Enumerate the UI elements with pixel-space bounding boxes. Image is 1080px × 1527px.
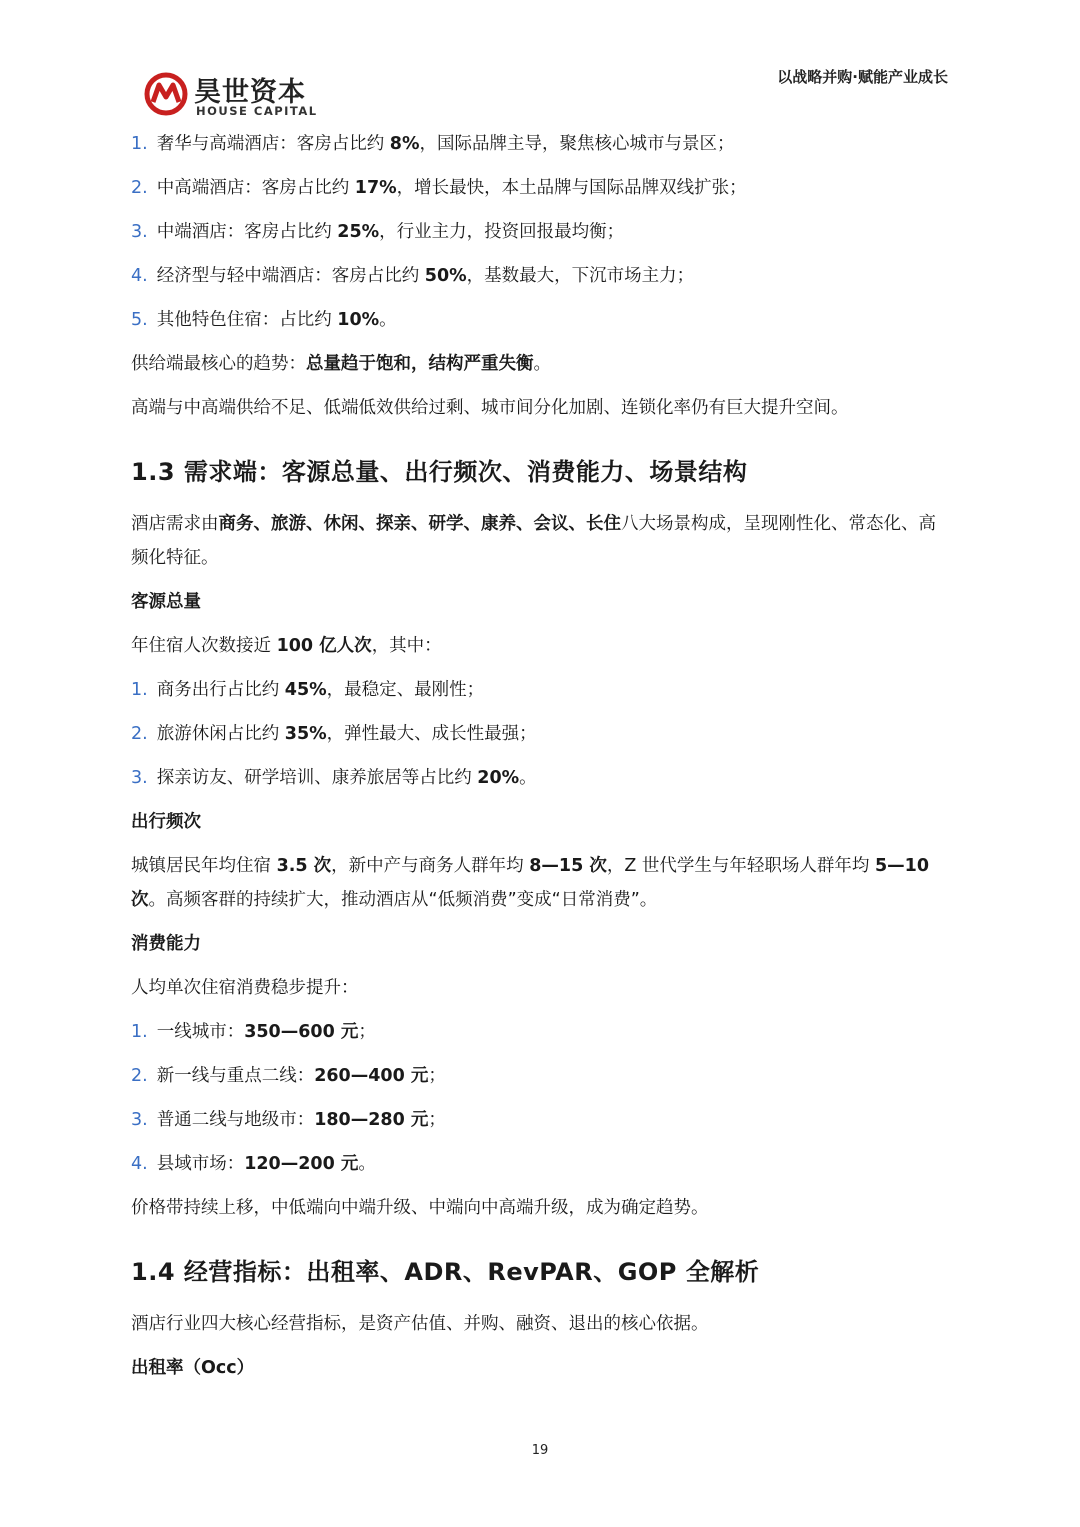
guest-total-list [131, 668, 951, 800]
list-text: ； [428, 1066, 446, 1086]
list-text: ； [428, 1110, 446, 1130]
list-number: 2. [131, 1066, 148, 1086]
list-text: ，弹性最大、成长性最强； [326, 724, 537, 744]
list-text: 探亲访友、研学培训、康养旅居等占比约 [156, 768, 478, 788]
list-number: 2. [131, 178, 148, 198]
list-item [131, 122, 951, 166]
paragraph-bold: 商务、旅游、休闲、探亲、研学、康养、会议、长住 [218, 514, 621, 534]
paragraph-bold: 总量趋于饱和，结构严重失衡 [306, 354, 534, 374]
page-content [131, 122, 951, 1390]
paragraph-text: 年住宿人次数接近 [131, 636, 277, 656]
paragraph-text: 供给端最核心的趋势： [131, 354, 306, 374]
list-bold: 20% [477, 768, 520, 788]
logo-english-name: HOUSE CAPITAL [196, 104, 318, 118]
list-text: ，国际品牌主导，聚焦核心城市与景区； [419, 134, 735, 154]
list-bold: 45% [284, 680, 327, 700]
section-1-4-heading: 1.4 经营指标：出租率、ADR、RevPAR、GOP 全解析 [131, 1258, 760, 1286]
list-item [131, 1142, 951, 1186]
list-number: 4. [131, 1154, 148, 1174]
list-text: 中高端酒店：客房占比约 [156, 178, 355, 198]
spending-power-heading: 消费能力 [131, 934, 201, 954]
house-capital-logo-icon [144, 72, 188, 116]
list-number: 1. [131, 680, 148, 700]
paragraph-text: 。 [533, 354, 551, 374]
list-text: 商务出行占比约 [156, 680, 285, 700]
list-text: 中端酒店：客房占比约 [156, 222, 338, 242]
list-bold: 35% [284, 724, 327, 744]
paragraph-bold: 100 亿人次 [276, 636, 372, 656]
spending-list [131, 1010, 951, 1186]
company-logo [144, 70, 318, 120]
list-text: 旅游休闲占比约 [156, 724, 285, 744]
paragraph-text: ，Z 世代学生与年轻职场人群年均 [606, 856, 875, 876]
list-text: ，增长最快，本土品牌与国际品牌双线扩张； [396, 178, 747, 198]
travel-frequency-heading: 出行频次 [131, 812, 201, 832]
travel-frequency-paragraph [131, 844, 951, 922]
list-text: ； [358, 1022, 376, 1042]
list-bold: 10% [337, 310, 380, 330]
logo-chinese-name: 昊世资本 [194, 77, 306, 108]
spending-summary-paragraph: 价格带持续上移，中低端向中端升级、中端向中高端升级，成为确定趋势。 [131, 1198, 709, 1218]
list-text: 新一线与重点二线： [156, 1066, 315, 1086]
section-1-3-heading: 1.3 需求端：客源总量、出行频次、消费能力、场景结构 [131, 458, 748, 486]
guest-total-heading: 客源总量 [131, 592, 201, 612]
list-item [131, 756, 951, 800]
list-item [131, 1054, 951, 1098]
page-header [0, 0, 1080, 130]
occupancy-heading: 出租率（Occ） [131, 1358, 255, 1378]
list-text: ，基数最大，下沉市场主力； [466, 266, 695, 286]
list-bold: 180—280 元 [314, 1110, 429, 1130]
list-item [131, 298, 951, 342]
list-text: 县域市场： [156, 1154, 245, 1174]
demand-intro-paragraph [131, 502, 951, 580]
list-number: 1. [131, 1022, 148, 1042]
list-item [131, 210, 951, 254]
supply-trend-paragraph [131, 342, 951, 386]
list-number: 2. [131, 724, 148, 744]
list-text: 一线城市： [156, 1022, 245, 1042]
paragraph-bold: 5—10 次 [131, 856, 929, 910]
list-text: 。 [519, 768, 537, 788]
list-bold: 120—200 元 [244, 1154, 359, 1174]
list-number: 3. [131, 768, 148, 788]
supply-summary-paragraph: 高端与中高端供给不足、低端低效供给过剩、城市间分化加剧、连锁化率仍有巨大提升空间。 [131, 398, 849, 418]
list-item [131, 1098, 951, 1142]
list-item [131, 166, 951, 210]
list-number: 4. [131, 266, 148, 286]
paragraph-text: 酒店需求由 [131, 514, 219, 534]
paragraph-text: 。高频客群的持续扩大，推动酒店从“低频消费”变成“日常消费”。 [148, 890, 658, 910]
list-text: 奢华与高端酒店：客房占比约 [156, 134, 390, 154]
list-text: 经济型与轻中端酒店：客房占比约 [156, 266, 425, 286]
paragraph-text: ，新中产与商务人群年均 [331, 856, 530, 876]
header-slogan: 以战略并购·赋能产业成长 [777, 68, 948, 86]
metrics-intro-paragraph: 酒店行业四大核心经营指标，是资产估值、并购、融资、退出的核心依据。 [131, 1314, 709, 1334]
list-bold: 260—400 元 [314, 1066, 429, 1086]
list-text: ，行业主力，投资回报最均衡； [379, 222, 625, 242]
list-text: 。 [379, 310, 397, 330]
list-item [131, 254, 951, 298]
paragraph-text: 城镇居民年均住宿 [131, 856, 277, 876]
list-text: 普通二线与地级市： [156, 1110, 315, 1130]
list-bold: 25% [337, 222, 380, 242]
list-number: 3. [131, 222, 148, 242]
page-number: 19 [531, 1443, 549, 1458]
list-text: ，最稳定、最刚性； [326, 680, 485, 700]
supply-structure-list [131, 122, 951, 342]
list-item [131, 668, 951, 712]
list-item [131, 1010, 951, 1054]
paragraph-bold: 8—15 次 [529, 856, 607, 876]
list-bold: 50% [424, 266, 467, 286]
list-text: 其他特色住宿：占比约 [156, 310, 338, 330]
list-number: 3. [131, 1110, 148, 1130]
list-item [131, 712, 951, 756]
list-number: 1. [131, 134, 148, 154]
paragraph-text: 八大场景构成，呈现刚性化、常态化、高频化特征。 [131, 514, 936, 568]
paragraph-text: ，其中： [371, 636, 442, 656]
guest-total-paragraph [131, 624, 951, 668]
list-text: 。 [358, 1154, 376, 1174]
spending-intro-paragraph: 人均单次住宿消费稳步提升： [131, 978, 359, 998]
paragraph-bold: 3.5 次 [276, 856, 332, 876]
list-bold: 350—600 元 [244, 1022, 359, 1042]
list-bold: 17% [354, 178, 397, 198]
list-number: 5. [131, 310, 148, 330]
list-bold: 8% [389, 134, 420, 154]
